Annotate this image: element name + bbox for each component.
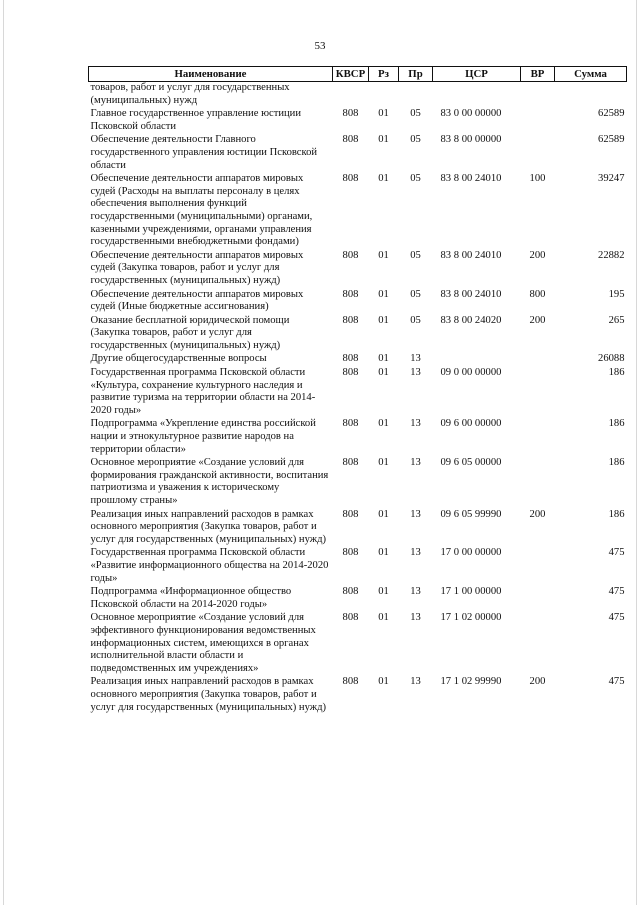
cell-name: Обеспечение деятельности аппаратов мировых судей (Расходы на выплаты персоналу в целях обеспечения выполнения функций государственными (муниципальными) органами, казенными учреждениями, органами управления государственными внебюджетными фондами) (90, 173, 313, 248)
cell-kvsr: 808 (342, 676, 359, 688)
cell-kvsr: 808 (342, 288, 359, 300)
cell-vr: 200 (529, 508, 546, 520)
cell-name: Обеспечение деятельности Главного государственного управления юстиции Псковской области (90, 134, 318, 171)
table-body (89, 82, 627, 716)
header-vr: ВР (521, 67, 555, 82)
table-row (89, 289, 627, 315)
header-csr: ЦСР (433, 67, 521, 82)
cell-pr: 13 (410, 508, 421, 520)
cell-sum: 475 (608, 547, 625, 559)
cell-sum: 26088 (598, 353, 625, 365)
cell-vr (521, 547, 555, 586)
cell-name: Основное мероприятие «Создание условий для формирования гражданской активности, воспитания патриотизма и уважения к историческому прошлому страны» (90, 457, 329, 506)
table-row (89, 173, 627, 250)
cell-kvsr: 808 (342, 612, 359, 624)
cell-vr (521, 586, 555, 612)
cell-rz: 01 (378, 134, 389, 146)
cell-pr: 05 (410, 314, 421, 326)
cell-name: товаров, работ и услуг для государственных (муниципальных) нужд (90, 82, 290, 106)
cell-csr: 83 8 00 24010 (440, 173, 502, 185)
cell-csr: 83 8 00 24010 (440, 288, 502, 300)
cell-pr: 13 (410, 676, 421, 688)
cell-pr: 13 (410, 367, 421, 379)
cell-vr (521, 134, 555, 173)
cell-kvsr: 808 (342, 173, 359, 185)
cell-sum (555, 82, 627, 109)
cell-rz: 01 (378, 288, 389, 300)
cell-csr: 83 8 00 24020 (440, 314, 502, 326)
cell-rz: 01 (378, 314, 389, 326)
table-row (89, 676, 627, 715)
cell-kvsr: 808 (342, 508, 359, 520)
cell-rz: 01 (378, 108, 389, 120)
scan-edge-right (636, 0, 637, 905)
cell-pr: 13 (410, 418, 421, 430)
cell-kvsr: 808 (342, 367, 359, 379)
cell-pr: 05 (410, 108, 421, 120)
cell-name: Обеспечение деятельности аппаратов мировых судей (Закупка товаров, работ и услуг для государственных (муниципальных) нужд) (90, 249, 304, 286)
cell-kvsr: 808 (342, 586, 359, 598)
cell-kvsr: 808 (342, 547, 359, 559)
cell-kvsr: 808 (342, 314, 359, 326)
cell-csr: 83 8 00 24010 (440, 249, 502, 261)
cell-vr: 200 (529, 314, 546, 326)
cell-csr: 17 1 02 00000 (440, 612, 502, 624)
cell-name: Главное государственное управление юстиции Псковской области (90, 108, 302, 132)
cell-sum: 186 (608, 508, 625, 520)
cell-vr (521, 108, 555, 134)
cell-kvsr: 808 (342, 134, 359, 146)
cell-csr: 09 6 05 00000 (440, 457, 502, 469)
cell-kvsr: 808 (342, 249, 359, 261)
cell-vr (521, 418, 555, 457)
cell-csr: 09 6 05 99990 (440, 508, 502, 520)
cell-csr: 09 0 00 00000 (440, 367, 502, 379)
table-row (89, 418, 627, 457)
cell-name: Подпрограмма «Информационное общество Псковской области на 2014-2020 годы» (90, 586, 292, 610)
cell-rz: 01 (378, 367, 389, 379)
scan-edge-left (3, 0, 4, 905)
cell-name: Реализация иных направлений расходов в рамках основного мероприятия (Закупка товаров, работ и услуг для государственных (муниципальных) нужд) (90, 508, 326, 545)
cell-rz: 01 (378, 508, 389, 520)
cell-vr: 200 (529, 676, 546, 688)
cell-rz: 01 (378, 418, 389, 430)
cell-vr: 200 (529, 249, 546, 261)
cell-csr (433, 353, 521, 367)
table-row (89, 509, 627, 548)
cell-sum: 62589 (598, 134, 625, 146)
cell-pr: 13 (410, 353, 421, 365)
table-row (89, 457, 627, 508)
cell-sum: 39247 (598, 173, 625, 185)
cell-vr: 100 (529, 173, 546, 185)
cell-sum: 475 (608, 676, 625, 688)
cell-pr: 13 (410, 612, 421, 624)
header-kvsr: КВСР (333, 67, 369, 82)
header-pr: Пр (399, 67, 433, 82)
cell-rz: 01 (378, 173, 389, 185)
table-row (89, 586, 627, 612)
table-row (89, 367, 627, 418)
table-row (89, 108, 627, 134)
header-name: Наименование (89, 67, 333, 82)
cell-kvsr: 808 (342, 108, 359, 120)
cell-csr: 17 1 00 00000 (440, 586, 502, 598)
page-number: 53 (314, 40, 326, 52)
cell-csr: 17 0 00 00000 (440, 547, 502, 559)
table-row (89, 353, 627, 367)
cell-name: Основное мероприятие «Создание условий для эффективного функционирования ведомственных информационных систем, имеющихся в органах исполнительной власти области и подведомственных им учреждениях» (90, 612, 316, 674)
cell-sum: 265 (608, 314, 625, 326)
cell-rz (369, 82, 399, 109)
cell-name: Государственная программа Псковской области «Культура, сохранение культурного наследия и развитие туризма на территории области на 2014-2020 годы» (90, 367, 316, 416)
cell-rz: 01 (378, 586, 389, 598)
cell-sum: 186 (608, 418, 625, 430)
cell-vr: 800 (529, 288, 546, 300)
cell-csr: 09 6 00 00000 (440, 418, 502, 430)
cell-name: Обеспечение деятельности аппаратов мировых судей (Иные бюджетные ассигнования) (90, 288, 304, 313)
cell-rz: 01 (378, 457, 389, 469)
table-row (89, 547, 627, 586)
table-header-row (89, 67, 627, 82)
cell-vr (521, 82, 555, 109)
cell-pr: 05 (410, 288, 421, 300)
cell-pr: 05 (410, 173, 421, 185)
table-row (89, 82, 627, 109)
cell-sum: 195 (608, 288, 625, 300)
header-rz: Рз (369, 67, 399, 82)
cell-rz: 01 (378, 249, 389, 261)
cell-pr: 13 (410, 457, 421, 469)
table-row (89, 250, 627, 289)
cell-kvsr: 808 (342, 457, 359, 469)
cell-csr (433, 82, 521, 109)
cell-pr: 05 (410, 134, 421, 146)
budget-table (88, 66, 627, 715)
cell-pr: 13 (410, 547, 421, 559)
table-row (89, 315, 627, 354)
cell-vr (521, 612, 555, 676)
cell-vr (521, 457, 555, 508)
cell-name: Подпрограмма «Укрепление единства российской нации и этнокультурное развитие народов на территории области» (90, 418, 316, 455)
table-row (89, 134, 627, 173)
cell-kvsr: 808 (342, 418, 359, 430)
cell-name: Другие общегосударственные вопросы (90, 353, 267, 365)
cell-sum: 475 (608, 612, 625, 624)
cell-kvsr: 808 (342, 353, 359, 365)
cell-vr (521, 353, 555, 367)
cell-pr: 13 (410, 586, 421, 598)
cell-sum: 475 (608, 586, 625, 598)
cell-name: Реализация иных направлений расходов в рамках основного мероприятия (Закупка товаров, работ и услуг для государственных (муниципальных) нужд) (90, 676, 326, 713)
cell-csr: 83 8 00 00000 (440, 134, 502, 146)
cell-pr: 05 (410, 249, 421, 261)
cell-pr (399, 82, 433, 109)
cell-sum: 186 (608, 367, 625, 379)
header-sum: Сумма (555, 67, 627, 82)
cell-rz: 01 (378, 547, 389, 559)
cell-rz: 01 (378, 676, 389, 688)
cell-sum: 22882 (598, 249, 625, 261)
table-row (89, 612, 627, 676)
cell-name: Государственная программа Псковской области «Развитие информационного общества на 2014-2020 годы» (90, 547, 329, 584)
cell-kvsr (333, 82, 369, 109)
cell-sum: 186 (608, 457, 625, 469)
cell-name: Оказание бесплатной юридической помощи (Закупка товаров, работ и услуг для государственных (муниципальных) нужд) (90, 314, 290, 351)
cell-csr: 83 0 00 00000 (440, 108, 502, 120)
cell-sum: 62589 (598, 108, 625, 120)
cell-rz: 01 (378, 353, 389, 365)
cell-csr: 17 1 02 99990 (440, 676, 502, 688)
cell-rz: 01 (378, 612, 389, 624)
cell-vr (521, 367, 555, 418)
